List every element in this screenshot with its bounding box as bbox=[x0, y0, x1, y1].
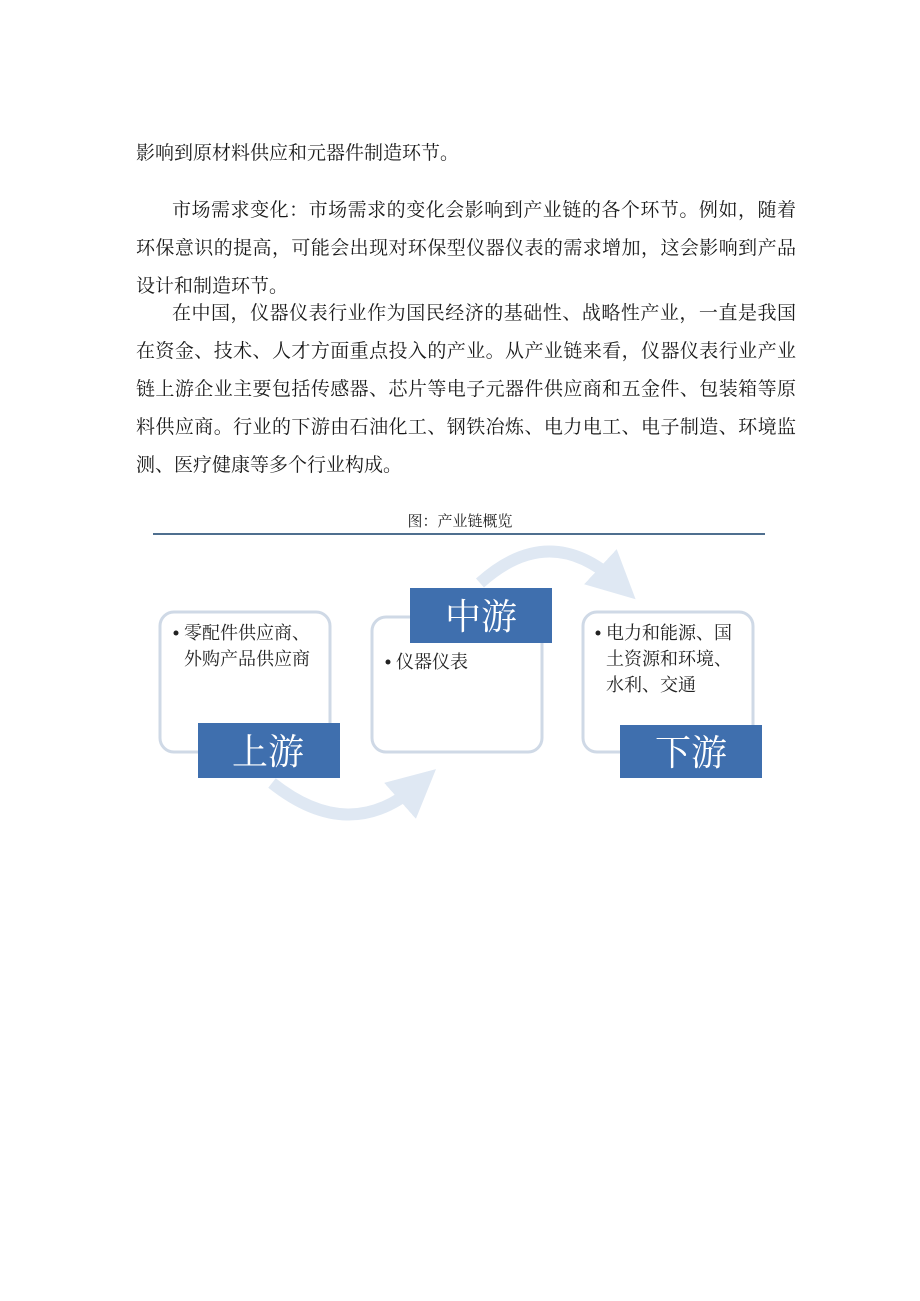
flow-arrow-midstream-to-downstream bbox=[480, 552, 618, 584]
downstream-bullet-line-1: 电力和能源、国 bbox=[606, 623, 732, 644]
upstream-bullet-line-2: 外购产品供应商 bbox=[184, 649, 310, 670]
downstream-bullet-line-2: 土资源和环境、 bbox=[606, 649, 732, 670]
flow-arrow-upstream-to-midstream bbox=[272, 783, 418, 815]
downstream-bullet-line-3: 水利、交通 bbox=[606, 675, 696, 696]
bullet-icon bbox=[174, 631, 179, 636]
bullet-icon bbox=[596, 631, 601, 636]
paragraph-2: 市场需求变化：市场需求的变化会影响到产业链的各个环节。例如，随着环保意识的提高，可能会出现对环保型仪器仪表的需求增加，这会影响到产品设计和制造环节。 bbox=[136, 199, 796, 297]
paragraph-1: 影响到原材料供应和元器件制造环节。 bbox=[136, 142, 460, 164]
paragraph-3: 在中国，仪器仪表行业作为国民经济的基础性、战略性产业，一直是我国在资金、技术、人才方面重点投入的产业。从产业链来看，仪器仪表行业产业链上游企业主要包括传感器、芯片等电子元器件供应商和五金件、包装箱等原料供应商。行业的下游由石油化工、钢铁冶炼、电力电工、电子制造、环境监测、医疗健康等多个行业构成。 bbox=[136, 302, 796, 476]
stage-midstream bbox=[372, 588, 552, 752]
stage-label-midstream: 中游 bbox=[445, 597, 518, 638]
upstream-bullet-line-1: 零配件供应商、 bbox=[184, 623, 310, 644]
stage-downstream bbox=[583, 612, 762, 778]
figure-divider bbox=[153, 533, 765, 535]
midstream-bullet-line-1: 仪器仪表 bbox=[396, 652, 468, 673]
figure-caption: 图：产业链概览 bbox=[407, 512, 513, 530]
industry-chain-diagram bbox=[150, 545, 780, 835]
stage-upstream bbox=[160, 612, 340, 778]
stage-label-downstream: 下游 bbox=[655, 733, 728, 774]
bullet-icon bbox=[386, 660, 391, 665]
stage-label-upstream: 上游 bbox=[232, 732, 305, 773]
